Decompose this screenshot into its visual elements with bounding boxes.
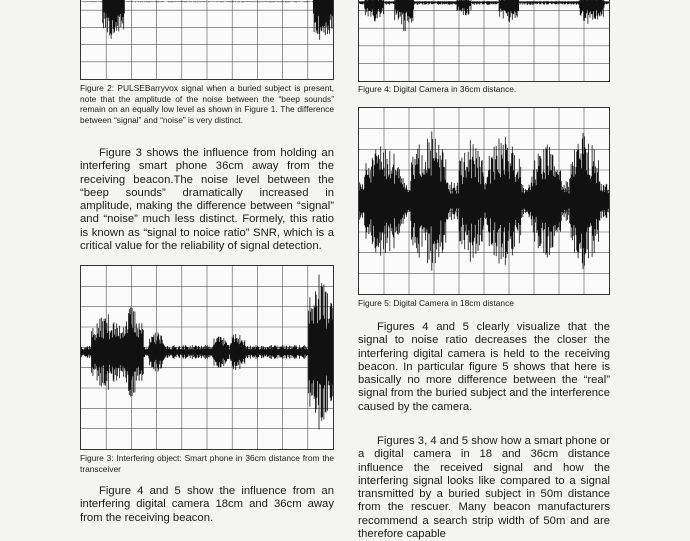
paragraph-figure-3-intro: Figure 3 shows the influence from holding an interfering smart phone 36cm away from the receiving beacon.The noise level between the “beep sounds” dramatically increased in amplitude, making the difference between “signal” and “noise” much less distinct. Formely, this ratio is known as “signal to noice ratio” SNR, which is a critical value for the reliability of signal detection. — [80, 147, 334, 253]
figure-3-oscilloscope-plot — [80, 265, 334, 450]
figure-4-caption: Figure 4: Digital Camera in 36cm distance. — [358, 84, 517, 94]
oscilloscope-trace-svg — [359, 108, 609, 294]
figure-4-oscilloscope-plot — [358, 0, 610, 82]
oscilloscope-trace-svg — [81, 266, 333, 449]
figure-3-caption: Figure 3: Interfering object: Smart phone in 36cm distance from the transceiver — [80, 453, 334, 474]
figure-2-caption: Figure 2: PULSEBarryvox signal when a buried subject is present, note that the amplitude of the noise between the “beep sounds” remain on an equally low level as shown in Figure 1. The difference between “signal” and “noise” is very distinct. — [80, 83, 334, 125]
paragraph-interference-summary: Figures 3, 4 and 5 show how a smart phone or a digital camera in 18 and 36cm distance influence the received signal and how the interfering signal looks like compared to a signal transmitted by a buried subject in 50m distance from the rescuer. Many beacon manufacturers recommend a search strip width of 50m and are therefore capable — [358, 435, 610, 541]
paragraph-figure-4-5-intro: Figure 4 and 5 show the influence from an interfering digital camera 18cm and 36cm away from the receiving beacon. — [80, 485, 334, 524]
figure-2-oscilloscope-plot — [80, 0, 334, 80]
oscilloscope-trace-svg — [81, 0, 333, 79]
figure-5-caption: Figure 5: Digital Camera in 18cm distance — [358, 298, 514, 308]
oscilloscope-trace-svg — [359, 0, 609, 81]
paragraph-figure-4-5-analysis: Figures 4 and 5 clearly visualize that the signal to noise ratio decreases the closer the interfering digital camera is held to the receiving beacon. In particular figure 5 shows that here is basically no more difference between the “real” signal from the buried subject and the interference caused by the camera. — [358, 321, 610, 413]
figure-5-oscilloscope-plot — [358, 107, 610, 295]
